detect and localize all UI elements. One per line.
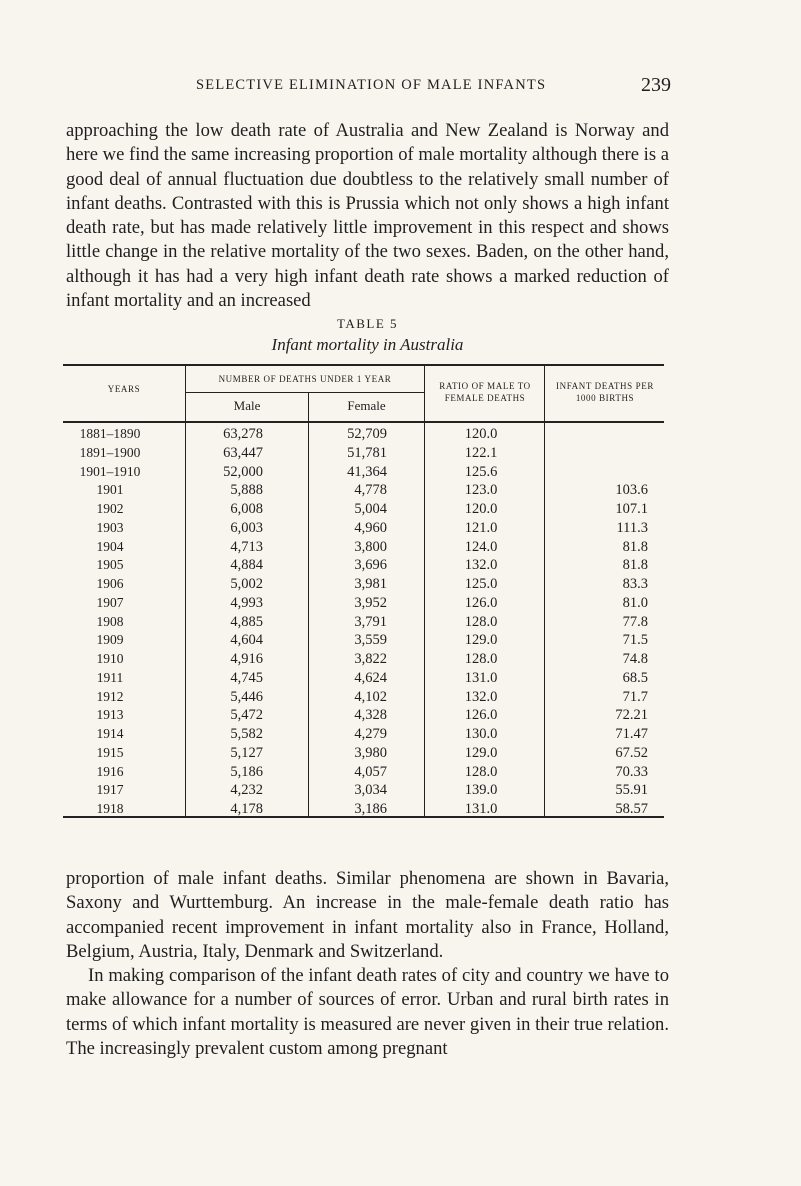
table-cell-year: 1917	[96, 782, 124, 798]
column-infant-deaths	[560, 425, 648, 819]
table-cell-male: 63,278	[223, 426, 263, 442]
table-cell-female: 4,102	[354, 688, 387, 705]
table-cell-ratio: 126.0	[464, 594, 498, 611]
table-cell-year: 1916	[96, 763, 124, 779]
table-cell-male: 4,604	[230, 632, 263, 649]
table-cell-ratio: 125.0	[464, 576, 498, 592]
running-title: SELECTIVE ELIMINATION OF MALE INFANTS	[196, 77, 547, 93]
table-cell-male: 5,127	[230, 744, 263, 761]
table-cell-male: 4,885	[230, 613, 263, 630]
table-cell-female: 3,034	[354, 782, 387, 799]
table-cell-ratio: 139.0	[464, 782, 498, 799]
table-cell-male: 6,008	[230, 501, 263, 517]
table-cell-female: 3,559	[354, 632, 387, 649]
table-cell-female: 52,709	[347, 426, 387, 442]
column-divider	[424, 365, 425, 817]
table-cell-year: 1906	[96, 576, 124, 591]
table-cell-year: 1901	[96, 482, 124, 498]
table-cell-year: 1908	[96, 613, 124, 629]
table-cell-year: 1911	[96, 669, 124, 685]
table-cell-per-1000: 67.52	[615, 744, 648, 761]
table-cell-per-1000	[560, 425, 648, 444]
table-cell-male: 4,916	[230, 651, 263, 667]
table-label: TABLE 5	[336, 316, 399, 331]
table-cell-ratio: 131.0	[464, 801, 498, 817]
table-cell-ratio: 128.0	[464, 651, 498, 667]
table-cell-male: 4,232	[230, 782, 263, 799]
column-female	[292, 425, 387, 819]
table-cell-female: 3,981	[354, 576, 387, 592]
table-cell-male: 52,000	[223, 463, 263, 480]
table-cell-ratio: 125.6	[464, 463, 498, 480]
paragraph-bottom	[66, 867, 669, 1061]
table-cell-per-1000: 111.3	[616, 519, 648, 536]
table-cell-per-1000: 72.21	[615, 707, 648, 724]
table-cell-female: 4,960	[354, 519, 387, 536]
table-cell-ratio: 128.0	[464, 763, 498, 780]
table-cell-per-1000: 74.8	[622, 651, 648, 667]
column-ratio	[440, 425, 522, 819]
table-cell-female: 3,952	[354, 594, 387, 611]
paragraph-bottom-text-1: proportion of male infant deaths. Similar phenomena are shown in Bavaria, Saxony and Wurttemburg. An increase in the male-female death ratio has accompanied recent improvement in infant mortality also in France, Holland, Belgium, Austria, Italy, Denmark and Switzerland.	[66, 868, 669, 962]
table-cell-male: 5,186	[230, 763, 263, 780]
page-number: 239	[641, 74, 671, 96]
table-cell-ratio: 131.0	[464, 669, 498, 686]
table-cell-per-1000: 107.1	[615, 501, 648, 517]
table-cell-female: 41,364	[347, 463, 387, 480]
table-cell-female: 51,781	[347, 444, 387, 461]
table-cell-year: 1910	[96, 651, 124, 666]
table-cell-female: 4,279	[354, 726, 387, 742]
table-cell-year: 1909	[96, 632, 124, 648]
table-cell-per-1000: 83.3	[622, 576, 648, 592]
table-cell-ratio: 126.0	[464, 707, 498, 724]
table-cell-female: 4,328	[354, 707, 387, 724]
table-cell-per-1000: 71.5	[622, 632, 648, 649]
table-cell-per-1000: 71.7	[622, 688, 648, 705]
table-cell-per-1000	[560, 444, 648, 463]
table-cell-female: 4,057	[354, 763, 387, 780]
table-cell-ratio: 130.0	[464, 726, 498, 742]
table-cell-ratio: 132.0	[464, 688, 498, 705]
table-cell-female: 4,624	[354, 669, 387, 686]
table-cell-male: 5,888	[230, 482, 263, 499]
table-cell-male: 4,993	[230, 594, 263, 611]
table-cell-per-1000: 58.57	[615, 801, 648, 817]
header-years: YEARS	[107, 384, 141, 394]
table-cell-male: 5,582	[230, 726, 263, 742]
table-cell-year: 1905	[96, 557, 124, 573]
table-cell-year: 1912	[96, 688, 124, 704]
column-male	[163, 425, 263, 819]
subheader-rule	[185, 392, 424, 393]
table-top-rule	[63, 364, 664, 366]
table-cell-year: 1913	[96, 707, 124, 723]
table-cell-male: 63,447	[223, 444, 263, 461]
table-cell-ratio: 120.0	[464, 501, 498, 517]
table-cell-year: 1881–1890	[79, 426, 141, 441]
table-cell-year: 1901–1910	[79, 463, 141, 479]
table-cell-year: 1918	[96, 801, 124, 816]
table-cell-per-1000: 81.0	[622, 594, 648, 611]
table-cell-year: 1904	[96, 538, 124, 554]
paragraph-top	[66, 119, 669, 313]
table-cell-female: 3,980	[354, 744, 387, 761]
table-cell-male: 4,713	[230, 538, 263, 555]
table-cell-ratio: 120.0	[464, 426, 498, 442]
table-cell-per-1000: 68.5	[622, 669, 648, 686]
table-cell-year: 1907	[96, 594, 124, 610]
table-cell-male: 4,884	[230, 557, 263, 574]
header-ratio: RATIO OF MALE TO FEMALE DEATHS	[439, 381, 531, 403]
table-cell-ratio: 129.0	[464, 632, 498, 649]
table-title: Infant mortality in Australia	[271, 335, 464, 354]
table-cell-male: 5,446	[230, 688, 263, 705]
table-cell-per-1000: 77.8	[622, 613, 648, 630]
header-male: Male	[233, 398, 261, 413]
table-cell-per-1000	[560, 463, 648, 482]
table-cell-per-1000: 71.47	[615, 726, 648, 742]
table-cell-per-1000: 81.8	[622, 538, 648, 555]
table-cell-ratio: 124.0	[464, 538, 498, 555]
table-cell-year: 1915	[96, 744, 124, 760]
table-cell-year: 1891–1900	[79, 444, 141, 460]
table-cell-female: 3,822	[354, 651, 387, 667]
header-infant-deaths: INFANT DEATHS PER 1000 BIRTHS	[556, 381, 654, 403]
table-cell-male: 4,745	[230, 669, 263, 686]
column-years	[60, 425, 160, 819]
table-cell-female: 3,800	[354, 538, 387, 555]
table-cell-ratio: 132.0	[464, 557, 498, 574]
table-cell-year: 1914	[96, 726, 124, 741]
table-cell-per-1000: 55.91	[615, 782, 648, 799]
table-cell-ratio: 121.0	[464, 519, 498, 536]
paragraph-bottom-text-2: In making comparison of the infant death rates of city and country we have to make allowance for a number of sources of error. Urban and rural birth rates in terms of which infant mortality is measured are never given in their true relation. The increasingly prevalent custom among pregnant	[66, 965, 669, 1060]
table-cell-female: 3,696	[354, 557, 387, 574]
table-cell-per-1000: 103.6	[615, 482, 648, 499]
table-cell-female: 4,778	[354, 482, 387, 499]
table-cell-male: 5,002	[230, 576, 263, 592]
table-cell-male: 5,472	[230, 707, 263, 724]
header-bottom-rule	[63, 421, 664, 423]
table-cell-year: 1902	[96, 501, 124, 516]
running-head	[66, 74, 671, 98]
header-deaths-under-1: NUMBER OF DEATHS UNDER 1 YEAR	[218, 374, 392, 384]
paragraph-top-text: approaching the low death rate of Australia and New Zealand is Norway and here we find the same increasing proportion of male mortality although there is a good deal of annual fluctuation due doubtless to the relatively small number of infant deaths. Contrasted with this is Prussia which not only shows a high infant death rate, but has made relatively little improvement in this respect and shows little change in the relative mortality of the two sexes. Baden, on the other hand, although it has had a very high infant death rate shows a marked reduction of infant mortality and an increased	[66, 120, 669, 312]
table-cell-male: 4,178	[230, 801, 263, 817]
table-cell-female: 5,004	[354, 501, 387, 517]
column-divider	[544, 365, 545, 817]
table-cell-male: 6,003	[230, 519, 263, 536]
table-cell-ratio: 129.0	[464, 744, 498, 761]
table-cell-year: 1903	[96, 519, 124, 535]
header-female: Female	[347, 398, 386, 413]
table-cell-ratio: 122.1	[464, 444, 498, 461]
table-cell-per-1000: 70.33	[615, 763, 648, 780]
table-cell-per-1000: 81.8	[622, 557, 648, 574]
table-cell-ratio: 128.0	[464, 613, 498, 630]
table-cell-female: 3,186	[354, 801, 387, 817]
table-cell-female: 3,791	[354, 613, 387, 630]
table-cell-ratio: 123.0	[464, 482, 498, 499]
